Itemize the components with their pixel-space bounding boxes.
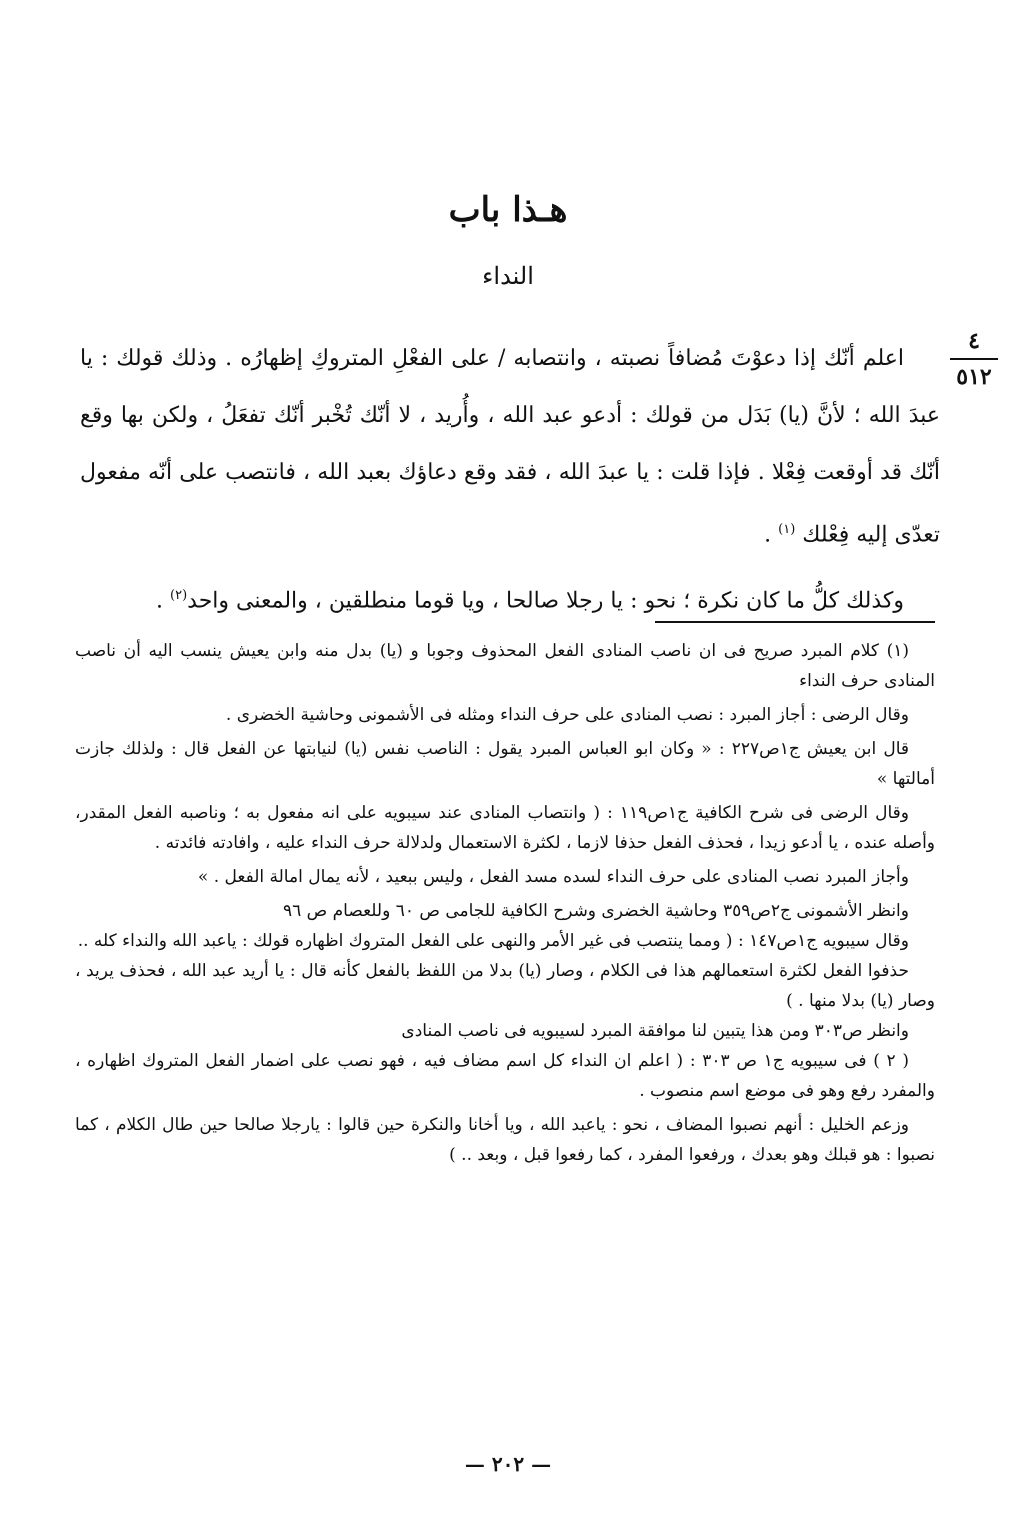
footnote-line: وانظر الأشمونى ج٢ص٣٥٩ وحاشية الخضرى وشرح الكافية للجامى ص ٦٠ وللعصام ص ٩٦ — [283, 901, 909, 921]
paragraph-2-text: وكذلك كلُّ ما كان نكرة ؛ نحو : يا رجلا صالحا ، ويا قوما منطلقين ، والمعنى واحد — [187, 588, 904, 614]
footnote-line: وقال الرضى فى شرح الكافية ج١ص١١٩ : ( وانتصاب المنادى عند سيبويه على انه مفعول به ؛ وناصبه الفعل المقدر، وأصله عنده ، يا أدعو زيدا ، فحذف الفعل حذفا لازما ، لكثرة الاستعمال ولدلالة حرف النداء عليه ، وافادته فائدته . — [75, 803, 935, 853]
margin-page: ٥١٢ — [956, 364, 992, 390]
footnote-line: وانظر ص٣٠٣ ومن هذا يتبين لنا موافقة المبرد لسيبويه فى ناصب المنادى — [401, 1021, 909, 1041]
paragraph-2-end: . — [156, 588, 170, 614]
footnote-line: وقال سيبويه ج١ص١٤٧ : ( ومما ينتصب فى غير الأمر والنهى على الفعل المتروك اظهاره قولك : ياعبد الله والنداء كله .. — [77, 931, 909, 951]
footnote-line: (١) كلام المبرد صريح فى ان ناصب المنادى الفعل المحذوف وجوبا و (يا) بدل منه وابن يعيش ينسب اليه أن ناصب المنادى حرف النداء — [75, 641, 935, 691]
page-number: — ٢٠٢ — — [464, 1452, 552, 1476]
margin-reference — [944, 326, 1004, 392]
margin-rule — [950, 358, 998, 360]
paragraph-1-end: . — [764, 522, 779, 548]
footnote-line: وزعم الخليل : أنهم نصبوا المضاف ، نحو : ياعبد الله ، ويا أخانا والنكرة حين قالوا : يارجلا صالحا حين طال الكلام ، كما نصبوا : هو قبلك وهو بعدك ، ورفعوا المفرد ، كما رفعوا قبل ، وبعد .. ) — [75, 1115, 935, 1165]
footnotes — [75, 636, 935, 1170]
footnote-line: ( ٢ ) فى سيبويه ج١ ص ٣٠٣ : ( اعلم ان النداء كل اسم مضاف فيه ، فهو نصب على اضمار الفعل المتروك اظهاره ، والمفرد رفع وهو فى موضع اسم منصوب . — [75, 1051, 935, 1101]
main-text — [80, 330, 940, 630]
footnote-marker-1: (١) — [778, 522, 796, 537]
main-paragraph-1 — [80, 330, 940, 563]
footnote-line: حذفوا الفعل لكثرة استعمالهم هذا فى الكلام ، وصار (يا) بدلا من اللفظ بالفعل كأنه قال : يا أريد عبد الله ، فحذف يريد ، وصار (يا) بدلا منها . ) — [75, 961, 935, 1011]
footnote-divider — [655, 621, 935, 623]
footnote-line: قال ابن يعيش ج١ص٢٢٧ : « وكان ابو العباس المبرد يقول : الناصب نفس (يا) لنيابتها عن الفعل قال : ولذلك جازت أمالتها » — [75, 739, 935, 789]
section-title: النداء — [482, 262, 534, 290]
footnote-line: وأجاز المبرد نصب المنادى على حرف النداء لسده مسد الفعل ، وليس ببعيد ، لأنه يمال امالة الفعل . » — [197, 867, 909, 887]
footnote-line: وقال الرضى : أجاز المبرد : نصب المنادى على حرف النداء ومثله فى الأشمونى وحاشية الخضرى . — [225, 705, 909, 725]
margin-volume: ٤ — [968, 328, 980, 354]
footnote-marker-2: (٢) — [170, 588, 188, 604]
paragraph-1-text: اعلم أنّك إذا دعوْتَ مُضافاً نصبته ، وانتصابه / على الفعْلِ المتروكِ إظهارُه . وذلك قولك : يا عبدَ الله ؛ لأنَّ (يا) بَدَل من قولك : أدعو عبد الله ، وأُريد ، لا أنّك تُخْبر أنّك تفعَلُ ، ولكن بها وقع أنّك قد أوقعت فِعْلا . فإذا قلت : يا عبدَ الله ، فقد وقع دعاؤك بعبد الله ، فانتصب على أنّه مفعول تعدّى إليه فِعْلك — [80, 346, 941, 548]
chapter-title: هـذا باب — [448, 190, 568, 230]
